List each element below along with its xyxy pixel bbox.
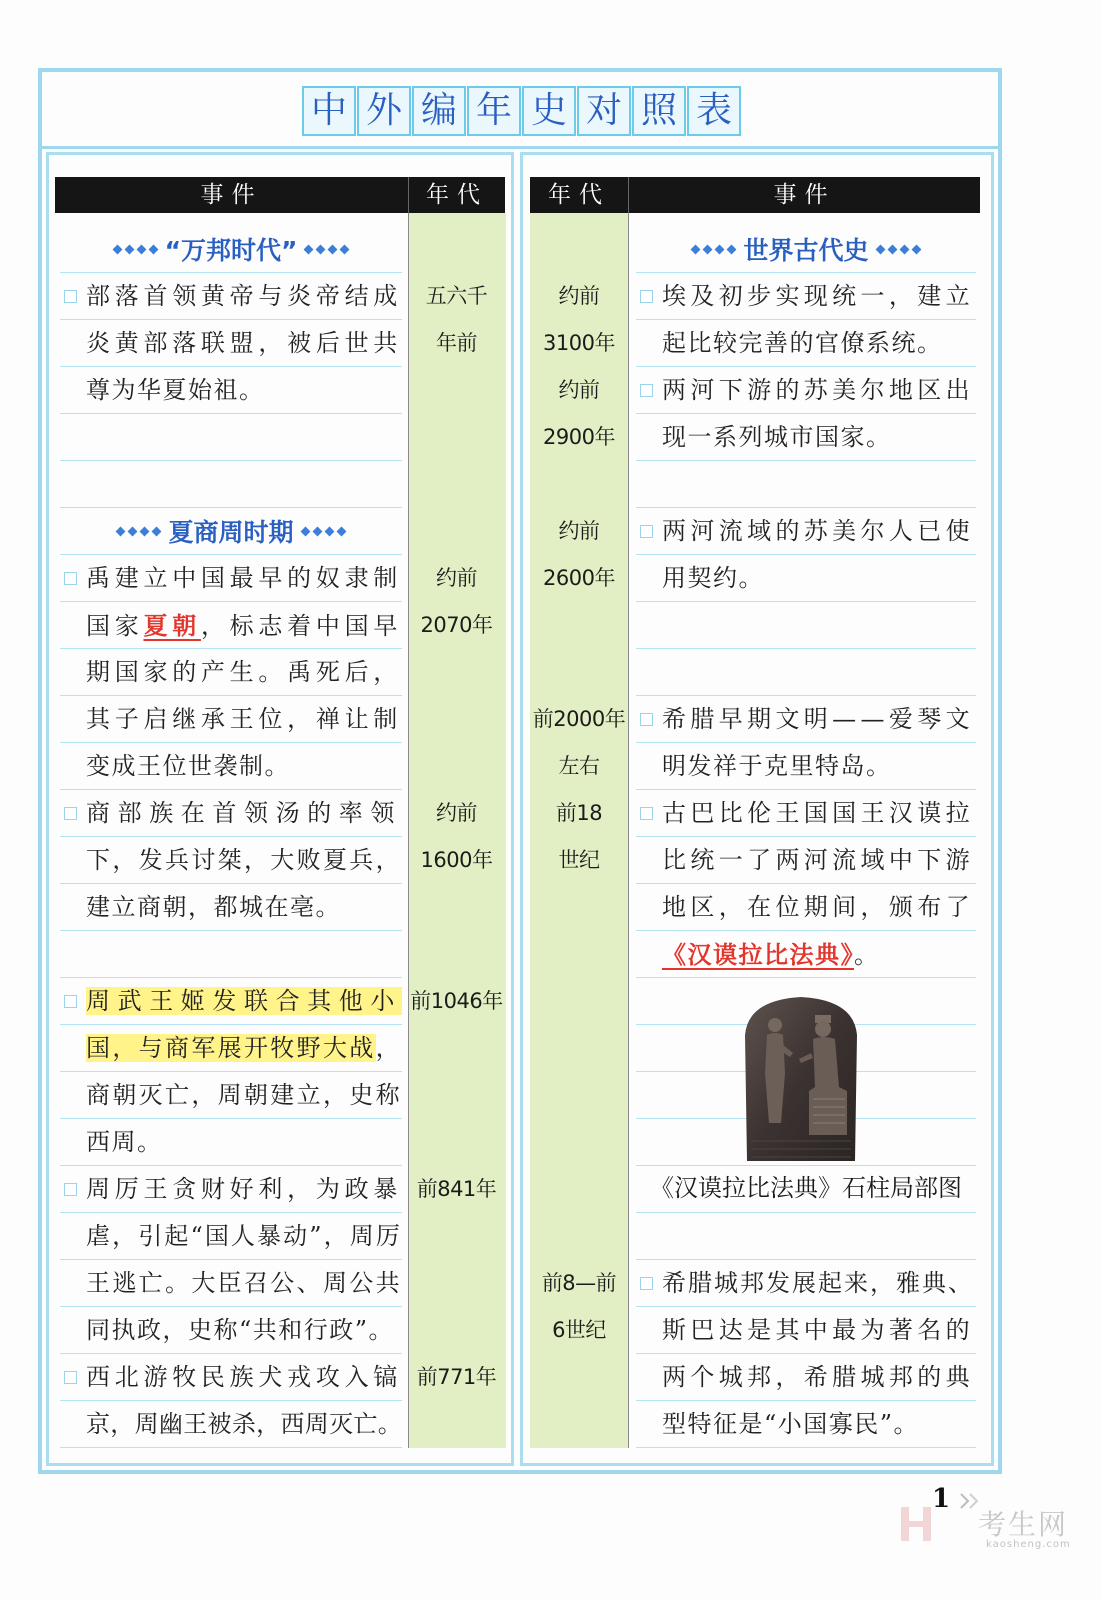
event-bullet-icon [640, 384, 653, 397]
event-text: 部落首领黄帝与炎帝结成 [86, 281, 403, 310]
diamond-icon [336, 526, 346, 536]
diamond-icon [128, 526, 138, 536]
event-text-line [60, 649, 402, 696]
watermark-logo-name: 考生网 [978, 1508, 1069, 1541]
event-text-line [636, 367, 976, 414]
event-text-line [636, 1260, 976, 1307]
event-text-line [60, 320, 402, 367]
event-text-line [636, 837, 976, 884]
year-text: 前771年 [416, 1364, 497, 1389]
event-text: 国家 [86, 611, 144, 640]
event-text-line [636, 320, 976, 367]
year-cell [530, 696, 628, 790]
event-text: 古巴比伦王国国王汉谟拉 [662, 798, 974, 827]
diamond-icon [727, 244, 737, 254]
diamond-icon [911, 244, 921, 254]
year-cell [408, 790, 505, 884]
section-heading-text: 夏商周时期 [168, 518, 294, 547]
title-char: 对 [577, 86, 631, 136]
diamond-icon [887, 244, 897, 254]
event-entry [636, 696, 976, 790]
event-text: ，标志着中国早 [200, 611, 403, 640]
event-text: 虐，引起“国人暴动”，周厉 [86, 1221, 402, 1250]
year-text: 约前 [558, 283, 600, 308]
page-number: 1 [932, 1484, 951, 1514]
event-text: 下，发兵讨桀，大败夏兵， [86, 845, 402, 874]
event-text: 地区，在位期间，颁布了 [662, 892, 974, 921]
event-text: 起比较完善的官僚系统。 [662, 328, 943, 357]
diamond-ornament-icon [877, 246, 920, 253]
event-text-line [636, 696, 976, 743]
year-text: 世纪 [558, 847, 600, 872]
event-entry [60, 555, 402, 790]
diamond-icon [715, 244, 725, 254]
event-text: 希腊城邦发展起来，雅典、 [662, 1268, 974, 1297]
title-char: 中 [302, 86, 356, 136]
title-char: 年 [467, 86, 521, 136]
event-text-line [636, 273, 976, 320]
event-text-line [60, 1213, 402, 1260]
year-text: 前841年 [416, 1176, 497, 1201]
emphasis-text: 《汉谟拉比法典》 [662, 939, 854, 969]
diamond-icon [136, 244, 146, 254]
year-text: 3100年 [543, 330, 615, 355]
year-cell [530, 367, 628, 461]
event-bullet-icon [64, 572, 77, 585]
event-text: 西北游牧民族犬戎攻入镐 [86, 1362, 403, 1391]
event-text-line [60, 1354, 402, 1401]
event-text-line [636, 884, 976, 931]
diamond-icon [304, 244, 314, 254]
event-text: ， [375, 1033, 402, 1062]
event-text: 变成王位世袭制。 [86, 751, 290, 780]
event-text: 。 [854, 940, 880, 969]
highlighted-text: 国，与商军展开牧野大战 [86, 1033, 376, 1062]
diamond-icon [328, 244, 338, 254]
year-cell [408, 978, 505, 1025]
year-text: 1600年 [420, 847, 493, 872]
left-header-event: 事件 [200, 182, 263, 208]
event-text: 斯巴达是其中最为著名的 [662, 1315, 974, 1344]
diamond-icon [116, 526, 126, 536]
event-text-line [60, 790, 402, 837]
event-entry [60, 978, 402, 1166]
event-text-line [60, 884, 402, 931]
event-entry [636, 790, 976, 978]
year-cell [408, 555, 505, 649]
event-entry [636, 273, 976, 367]
event-entry [636, 367, 976, 461]
event-entry [60, 790, 402, 931]
year-text: 前1046年 [410, 988, 503, 1013]
event-text: 商朝灭亡，周朝建立，史称 [86, 1080, 402, 1109]
title-char: 史 [522, 86, 576, 136]
event-text: 王逃亡。大臣召公、周公共 [86, 1268, 402, 1297]
hammurabi-stele-image [743, 995, 859, 1161]
event-bullet-icon [640, 713, 653, 726]
year-text: 约前 [558, 377, 600, 402]
diamond-icon [300, 526, 310, 536]
diamond-icon [140, 526, 150, 536]
event-bullet-icon [640, 290, 653, 303]
kaosheng-logo-icon [897, 1503, 935, 1545]
right-header-year: 年代 [548, 182, 610, 208]
ruled-line [60, 460, 402, 461]
diamond-ornament-icon [305, 246, 348, 253]
event-text-line [60, 978, 402, 1025]
diamond-icon [691, 244, 701, 254]
event-text-line [60, 1119, 402, 1166]
event-text: 现一系列城市国家。 [662, 422, 892, 451]
title-char: 照 [632, 86, 686, 136]
diamond-icon [112, 244, 122, 254]
event-entry [60, 1166, 402, 1354]
event-text-line [60, 1166, 402, 1213]
event-bullet-icon [64, 1371, 77, 1384]
event-text: 比统一了两河流域中下游 [662, 845, 974, 874]
year-cell [530, 790, 628, 884]
event-text-line [60, 1401, 402, 1448]
year-text: 2600年 [543, 565, 615, 590]
event-text-line [60, 1307, 402, 1354]
year-text: 左右 [558, 753, 600, 778]
event-text: 同执政，史称“共和行政”。 [86, 1315, 395, 1344]
highlighted-text: 周武王姬发联合其他小 [86, 986, 402, 1015]
year-text: 前8—前 [541, 1270, 617, 1295]
diamond-ornament-icon [114, 246, 157, 253]
title-divider [42, 146, 998, 149]
year-text: 前18 [555, 800, 603, 825]
diamond-icon [899, 244, 909, 254]
event-text: 西周。 [86, 1127, 163, 1156]
watermark-logo-domain: kaosheng.com [986, 1539, 1071, 1550]
event-bullet-icon [64, 807, 77, 820]
event-text: 型特征是“小国寡民”。 [662, 1409, 920, 1438]
year-text: 约前 [558, 518, 600, 543]
title-char: 表 [687, 86, 741, 136]
event-text-line [60, 367, 402, 414]
event-text-line [636, 508, 976, 555]
event-text-line [636, 414, 976, 461]
event-bullet-icon [64, 290, 77, 303]
event-text: 两河流域的苏美尔人已使 [662, 516, 974, 545]
event-text: 两河下游的苏美尔地区出 [662, 375, 974, 404]
diamond-icon [148, 244, 158, 254]
section-heading [60, 226, 402, 273]
diamond-ornament-icon [117, 528, 160, 535]
section-heading-text: 世界古代史 [743, 236, 869, 265]
left-table-header [55, 177, 505, 213]
event-entry [636, 1260, 976, 1448]
event-text-line [60, 1025, 402, 1072]
event-entry [60, 273, 402, 414]
year-cell [408, 273, 505, 367]
page-title [302, 86, 741, 136]
year-cell [530, 1260, 628, 1354]
event-text-line [60, 696, 402, 743]
year-text: 2070年 [420, 612, 493, 637]
event-text: 明发祥于克里特岛。 [662, 751, 892, 780]
diamond-ornament-icon [692, 246, 735, 253]
diamond-icon [152, 526, 162, 536]
right-table-header [530, 177, 980, 213]
stele-caption: 《汉谟拉比法典》石柱局部图 [650, 1174, 962, 1202]
year-cell [408, 1166, 505, 1213]
emphasis-text: 夏朝 [143, 610, 201, 640]
event-text: 用契约。 [662, 563, 764, 592]
event-text: 周厉王贪财好利，为政暴 [86, 1174, 403, 1203]
diamond-icon [703, 244, 713, 254]
event-text: 建立商朝，都城在亳。 [86, 892, 341, 921]
event-text-line [636, 1401, 976, 1448]
year-text: 年前 [436, 330, 477, 355]
event-text-line [636, 1307, 976, 1354]
diamond-icon [340, 244, 350, 254]
diamond-icon [124, 244, 134, 254]
event-bullet-icon [640, 1277, 653, 1290]
event-bullet-icon [640, 807, 653, 820]
event-text-line [60, 602, 402, 649]
year-text: 前2000年 [532, 706, 626, 731]
event-text: 两个城邦，希腊城邦的典 [662, 1362, 974, 1391]
diamond-icon [316, 244, 326, 254]
year-text: 2900年 [543, 424, 615, 449]
event-text: 京，周幽王被杀，西周灭亡。 [86, 1409, 403, 1438]
event-text: 尊为华夏始祖。 [86, 375, 265, 404]
year-text: 约前 [436, 565, 477, 590]
event-text-line [60, 555, 402, 602]
diamond-icon [324, 526, 334, 536]
event-text-line [60, 1072, 402, 1119]
title-char: 编 [412, 86, 466, 136]
year-cell [408, 1354, 505, 1401]
event-text-line [60, 743, 402, 790]
year-text: 6世纪 [552, 1317, 606, 1342]
section-heading [636, 226, 976, 273]
event-text-line [60, 1260, 402, 1307]
event-text-line [636, 790, 976, 837]
diamond-icon [875, 244, 885, 254]
event-text-line [60, 273, 402, 320]
year-text: 约前 [436, 800, 477, 825]
event-text-line [636, 743, 976, 790]
event-text: 禹建立中国最早的奴隶制 [86, 563, 403, 592]
event-text: 期国家的产生。禹死后， [86, 657, 403, 686]
event-text: 埃及初步实现统一，建立 [662, 281, 974, 310]
event-text-line [636, 931, 976, 978]
section-heading-text: “万邦时代” [164, 236, 298, 265]
event-bullet-icon [64, 1183, 77, 1196]
diamond-icon [312, 526, 322, 536]
event-text-line [60, 837, 402, 884]
diamond-ornament-icon [302, 528, 345, 535]
event-entry [636, 508, 976, 602]
year-cell [530, 508, 628, 602]
event-text: 希腊早期文明——爱琴文 [662, 704, 974, 733]
year-cell [530, 273, 628, 367]
event-text: 炎黄部落联盟，被后世共 [86, 328, 403, 357]
title-char: 外 [357, 86, 411, 136]
event-text-line [636, 555, 976, 602]
event-text: 商部族在首领汤的率领 [86, 798, 402, 827]
event-bullet-icon [64, 995, 77, 1008]
year-text: 五六千 [425, 283, 488, 308]
event-bullet-icon [640, 525, 653, 538]
section-heading [60, 508, 402, 555]
event-entry [60, 1354, 402, 1448]
ruled-line [636, 648, 976, 649]
event-text-line [636, 1354, 976, 1401]
right-header-event: 事件 [628, 177, 980, 213]
event-text: 其子启继承王位，禅让制 [86, 704, 403, 733]
left-header-year: 年代 [408, 177, 505, 213]
